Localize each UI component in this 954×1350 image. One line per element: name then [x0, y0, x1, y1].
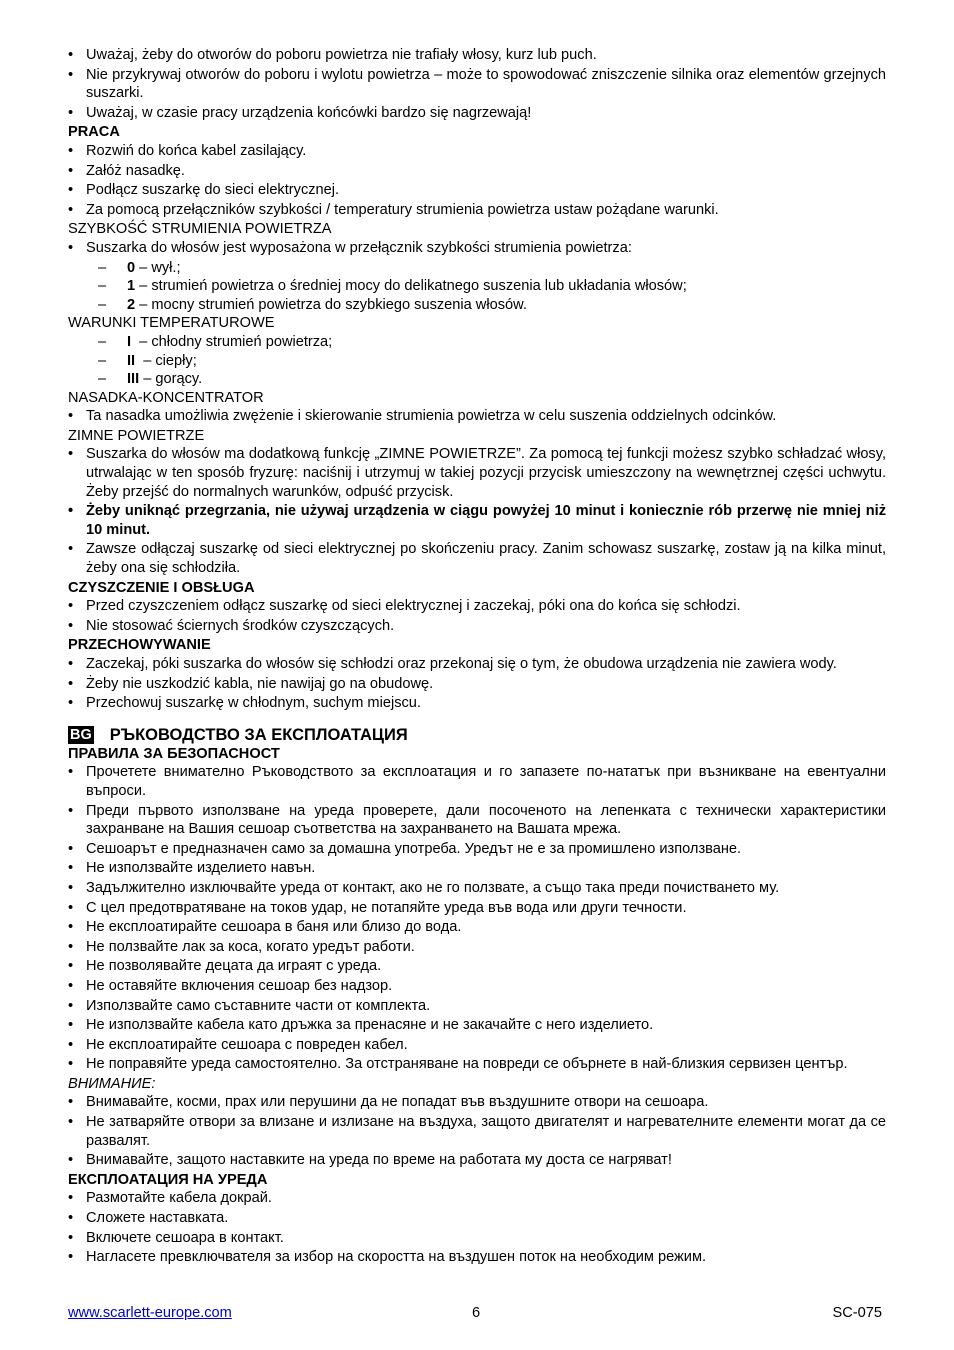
- speed-item: [68, 259, 886, 278]
- temperature-key: III: [127, 371, 140, 388]
- pl-czyszczenie-list: [68, 597, 886, 635]
- pl-speed-list: [68, 239, 886, 258]
- manual-page-body: [68, 46, 886, 1268]
- speed-settings-list: [68, 259, 886, 315]
- list-item: • Прочетете внимателно Ръководството за експлоатация и го запазете по-нататък при възникване на евентуални въпроси.: [68, 763, 886, 800]
- list-item: • С цел предотвратяване на токов удар, не потапяйте уреда във вода или други течности.: [68, 899, 886, 918]
- list-item: • Сешоарът е предназначен само за домашна употреба. Уредът не е за промишлено използване.: [68, 840, 886, 859]
- list-item: • Przed czyszczeniem odłącz suszarkę od sieci elektrycznej i zaczekaj, póki ona do końca się schłodzi.: [68, 597, 886, 616]
- speed-key: 1: [127, 278, 136, 295]
- speed-desc: – wył.;: [135, 259, 181, 276]
- temperature-desc: – chłodny strumień powietrza;: [131, 333, 333, 350]
- speed-key: 0: [127, 259, 136, 276]
- section-heading-nasadka: NASADKA-KONCENTRATOR: [68, 389, 264, 406]
- list-item: • Включете сешоара в контакт.: [68, 1229, 886, 1248]
- list-item: • Внимавайте, косми, прах или перушини да не попадат във въздушните отвори на сешоара.: [68, 1093, 886, 1112]
- list-item: • Rozwiń do końca kabel zasilający.: [68, 142, 886, 161]
- speed-desc: – mocny strumień powietrza do szybkiego suszenia włosów.: [135, 296, 527, 313]
- bg-attention-list: [68, 1093, 886, 1169]
- pl-zimne-list: [68, 445, 886, 577]
- temperature-item: [68, 352, 886, 371]
- list-item: • Nie przykrywaj otworów do poboru i wylotu powietrza – może to spowodować zniszczenie silnika oraz elementów grzejnych suszarki.: [68, 66, 886, 103]
- list-item: • Не експлоатирайте сешоара в баня или близо до вода.: [68, 918, 886, 937]
- list-item: • Podłącz suszarkę do sieci elektrycznej.: [68, 181, 886, 200]
- section-heading-czyszczenie: CZYSZCZENIE I OBSŁUGA: [68, 579, 255, 596]
- section-heading-zimne: ZIMNE POWIETRZE: [68, 427, 205, 444]
- list-item: • Suszarka do włosów jest wyposażona w przełącznik szybkości strumienia powietrza:: [68, 239, 886, 258]
- list-item: • Uważaj, w czasie pracy urządzenia końcówki bardzo się nagrzewają!: [68, 104, 886, 123]
- list-item: • Внимавайте, защото наставките на уреда по време на работата му доста се нагряват!: [68, 1151, 886, 1170]
- section-heading-operation: ЕКСПЛОАТАЦИЯ НА УРЕДА: [68, 1171, 268, 1188]
- website-link[interactable]: www.scarlett-europe.com: [68, 1305, 232, 1321]
- speed-desc: – strumień powietrza o średniej mocy do delikatnego suszenia lub układania włosów;: [135, 278, 687, 295]
- list-item: • Załóż nasadkę.: [68, 162, 886, 181]
- speed-key: 2: [127, 296, 136, 313]
- section-heading-attention: ВНИМАНИЕ:: [68, 1075, 156, 1092]
- list-item: • Za pomocą przełączników szybkości / temperatury strumienia powietrza ustaw pożądane warunki.: [68, 201, 886, 220]
- bg-operation-list: [68, 1189, 886, 1266]
- list-item: • Не ползвайте лак за коса, когато уредът работи.: [68, 938, 886, 957]
- list-item: • Не използвайте изделието навън.: [68, 859, 886, 878]
- pl-przechowywanie-list: [68, 655, 886, 713]
- list-item: • Нагласете превключвателя за избор на скоростта на въздушен поток на необходим режим.: [68, 1248, 886, 1267]
- section-heading-praca: PRACA: [68, 124, 120, 141]
- page-title: РЪКОВОДСТВО ЗА ЕКСПЛОАТАЦИЯ: [109, 725, 408, 744]
- temperature-key: I: [127, 333, 132, 350]
- section-heading-temperature: WARUNKI TEMPERATUROWE: [68, 315, 275, 332]
- temperature-desc: – ciepły;: [135, 352, 197, 369]
- list-item: • Nie stosować ściernych środków czyszczących.: [68, 617, 886, 636]
- temperature-key: II: [127, 352, 136, 369]
- pl-nasadka-list: [68, 407, 886, 426]
- temperature-settings-list: [68, 333, 886, 389]
- list-item: • Сложете наставката.: [68, 1209, 886, 1228]
- list-item: • Ta nasadka umożliwia zwężenie i skierowanie strumienia powietrza w celu suszenia oddzielnych odcinków.: [68, 407, 886, 426]
- list-item: • Преди първото използване на уреда проверете, дали посоченото на лепенката с технически характеристики захранване на Вашия сешоар съответства на захранването на Вашата мрежа.: [68, 802, 886, 839]
- list-item: • Не оставяйте включения сешоар без надзор.: [68, 977, 886, 996]
- list-item: • Използвайте само съставните части от комплекта.: [68, 997, 886, 1016]
- list-item: • Не експлоатирайте сешоара с повреден кабел.: [68, 1036, 886, 1055]
- model-code: SC-075: [832, 1305, 882, 1321]
- list-item: • Zawsze odłączaj suszarkę od sieci elektrycznej po skończeniu pracy. Zanim schowasz suszarkę, zostaw ją na kilka minut, żeby ona się schłodziła.: [68, 540, 886, 577]
- list-item: • Не затваряйте отвори за влизане и излизане на въздуха, защото двигателят и нагревателните елементи могат да се развалят.: [68, 1113, 886, 1150]
- temperature-desc: – gorący.: [139, 371, 203, 388]
- bg-safety-list: [68, 763, 886, 1074]
- language-badge: BG: [70, 726, 92, 743]
- list-item: • Zaczekaj, póki suszarka do włosów się schłodzi oraz przekonaj się o tym, że obudowa urządzenia nie zawiera wody.: [68, 655, 886, 674]
- list-item: • Размотайте кабела докрай.: [68, 1189, 886, 1208]
- warning-item: • Żeby uniknąć przegrzania, nie używaj urządzenia w ciągu powyżej 10 minut i koniecznie rób przerwę nie mniej niż 10 minut.: [68, 502, 886, 539]
- list-item: • Не поправяйте уреда самостоятелно. За отстраняване на повреди се обърнете в най-близкия сервизен център.: [68, 1055, 886, 1074]
- speed-item: [68, 277, 886, 296]
- speed-item: [68, 296, 886, 315]
- section-heading-safety: ПРАВИЛА ЗА БЕЗОПАСНОСТ: [68, 745, 280, 762]
- bg-section-title: [68, 725, 886, 745]
- section-heading-przechowywanie: PRZECHOWYWANIE: [68, 637, 211, 654]
- list-item: • Żeby nie uszkodzić kabla, nie nawijaj go na obudowę.: [68, 675, 886, 694]
- temperature-item: [68, 333, 886, 352]
- list-item: • Не използвайте кабела като дръжка за пренасяне и не закачайте с него изделието.: [68, 1016, 886, 1035]
- list-item: • Не позволявайте децата да играят с уреда.: [68, 957, 886, 976]
- list-item: • Przechowuj suszarkę w chłodnym, suchym miejscu.: [68, 694, 886, 713]
- list-item: • Uważaj, żeby do otworów do poboru powietrza nie trafiały włosy, kurz lub puch.: [68, 46, 886, 65]
- pl-praca-list: [68, 142, 886, 219]
- list-item: • Suszarka do włosów ma dodatkową funkcję „ZIMNE POWIETRZE”. Za pomocą tej funkcji możesz szybko schładzać włosy, utrwalając w ten sposób fryzurę: naciśnij i utrzymuj w takiej pozycji przycisk umieszczony na wewnętrznej części uchwytu. Żeby przejść do normalnych warunków, odpuść przycisk.: [68, 445, 886, 501]
- temperature-item: [68, 370, 886, 389]
- page-footer: [68, 1304, 886, 1324]
- list-item: • Задължително изключвайте уреда от контакт, ако не го ползвате, а също така преди почистването му.: [68, 879, 886, 898]
- page-number: 6: [472, 1305, 481, 1321]
- section-heading-speed: SZYBKOŚĆ STRUMIENIA POWIETRZA: [68, 221, 332, 238]
- pl-intro-list: [68, 46, 886, 122]
